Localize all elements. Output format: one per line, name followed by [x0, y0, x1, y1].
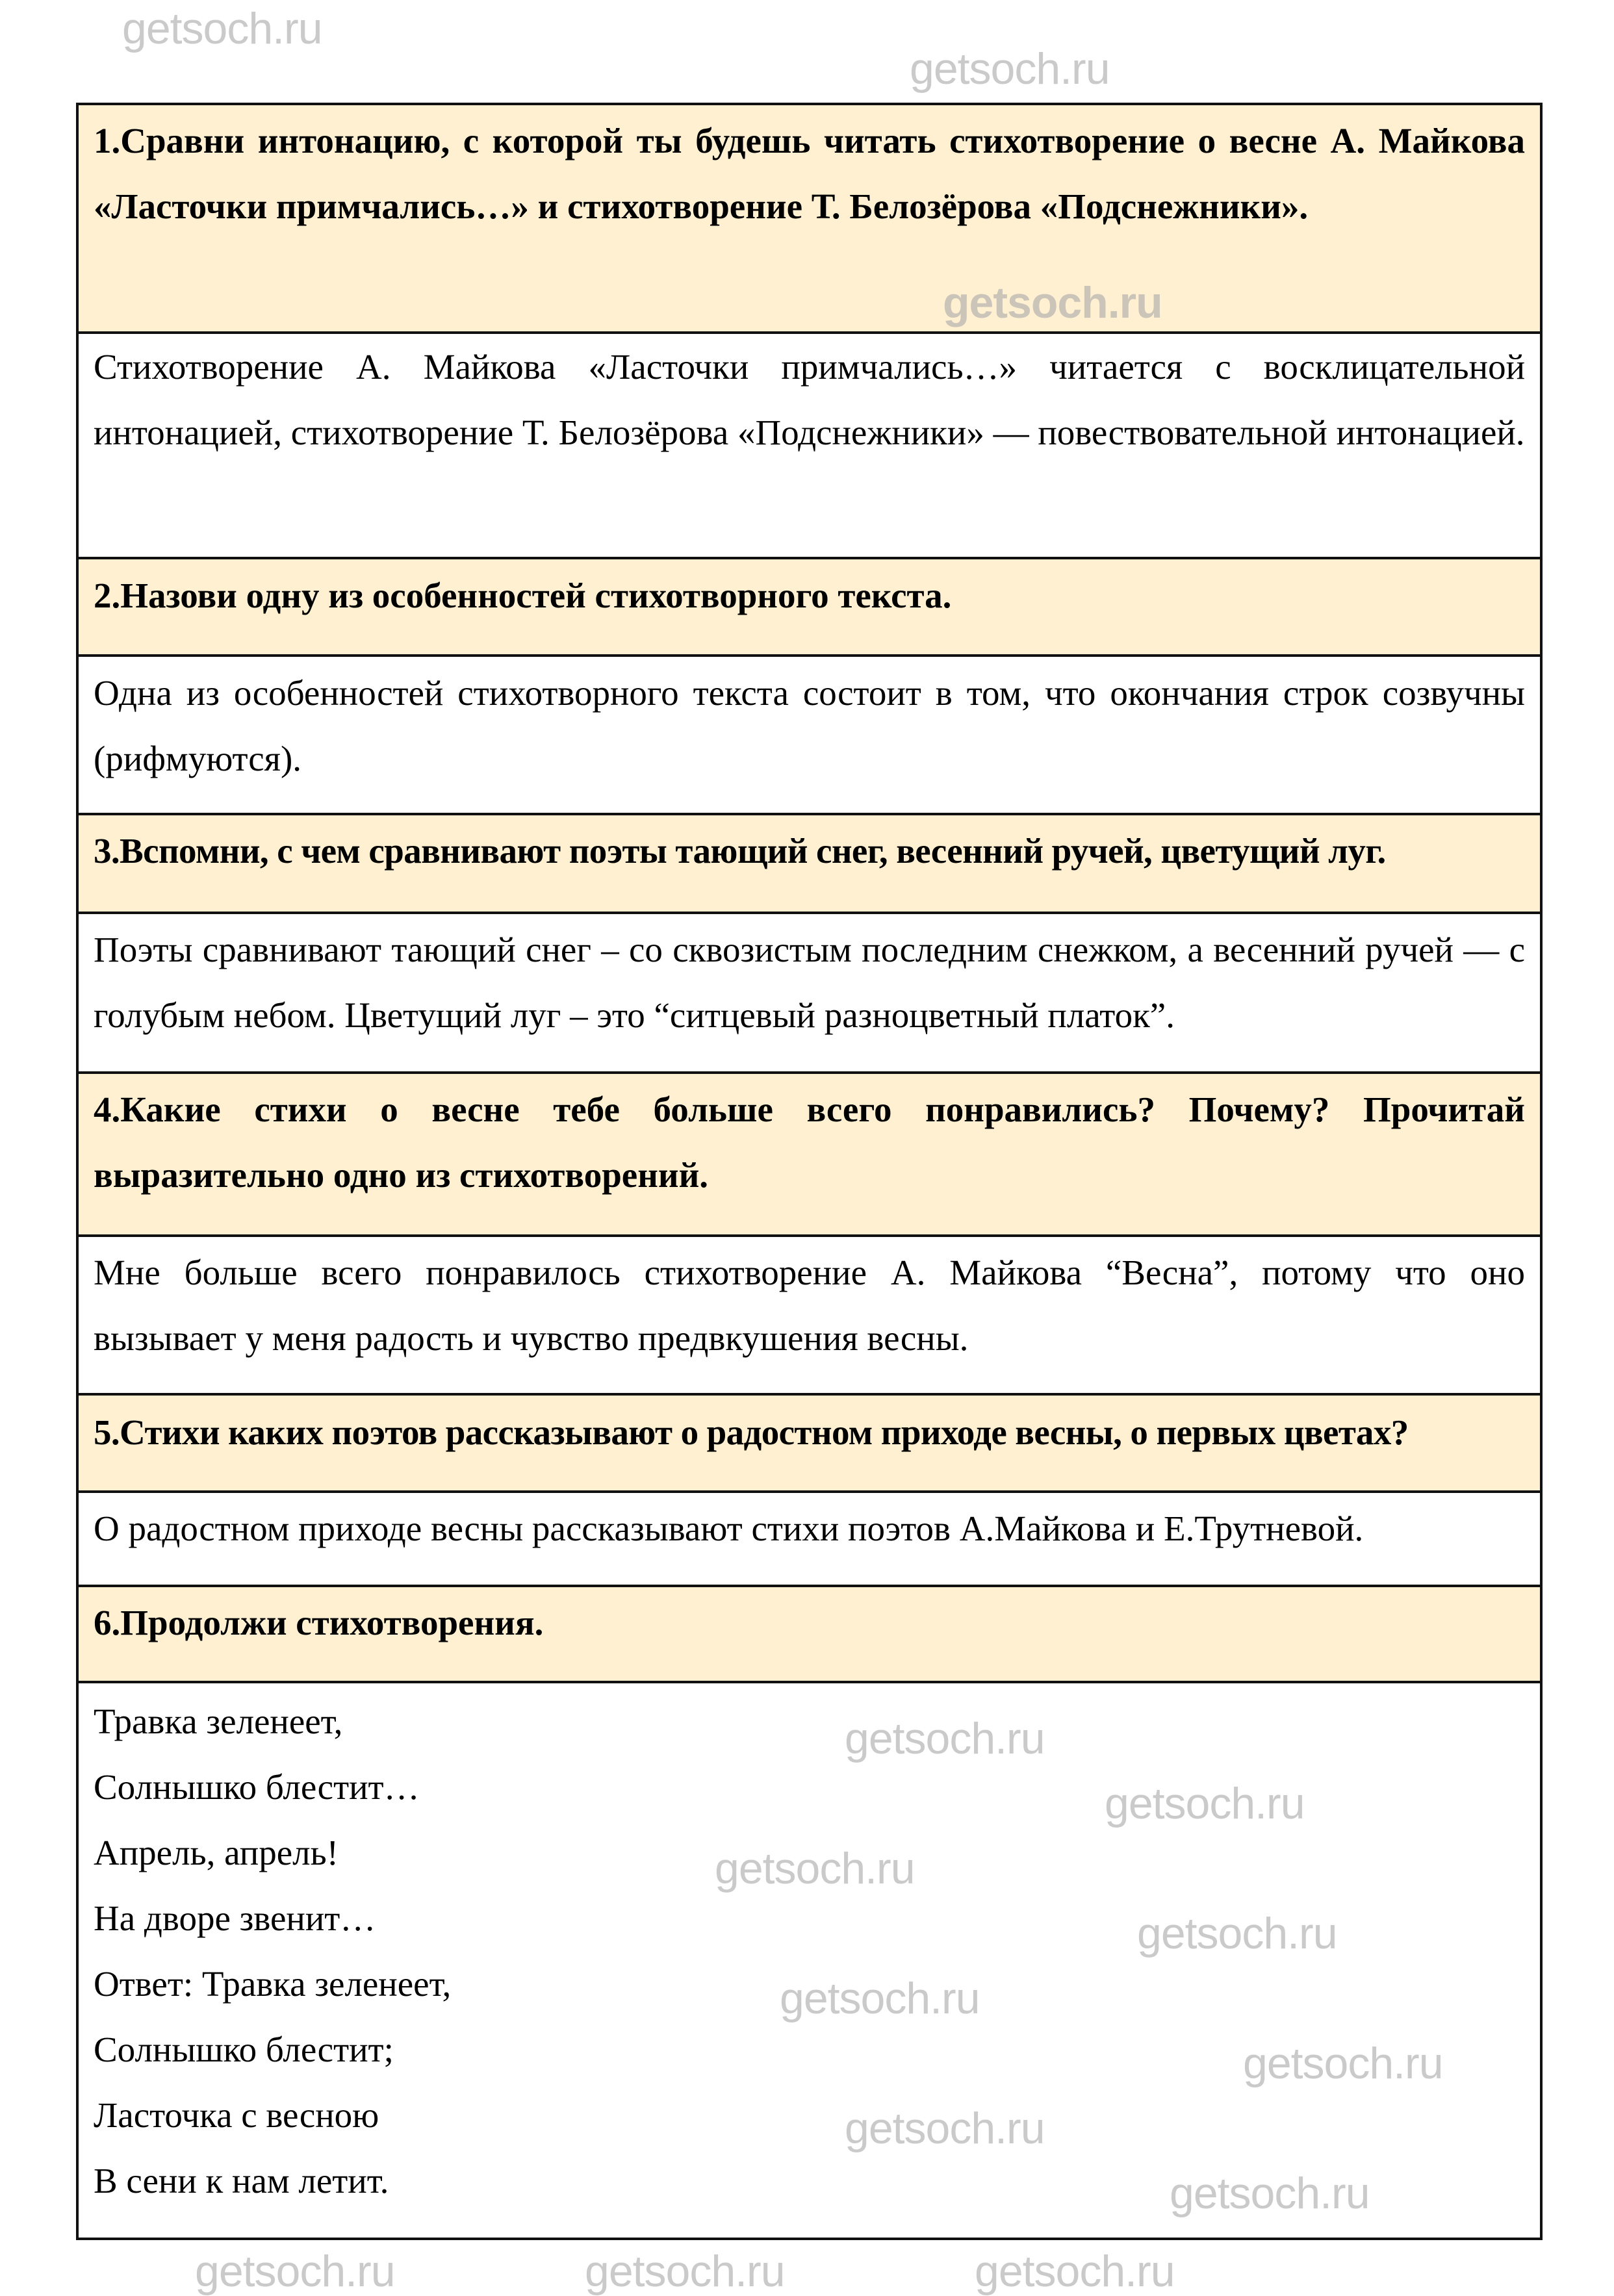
watermark: getsoch.ru	[845, 1714, 1045, 1763]
answer-3	[79, 914, 1540, 1074]
watermark: getsoch.ru	[585, 2247, 785, 2296]
answer-5-text: О радостном приходе весны рассказывают стихи поэтов А.Майкова и Е.Трутневой.	[94, 1509, 1364, 1548]
watermark: getsoch.ru	[1137, 1909, 1337, 1958]
watermark: getsoch.ru	[1170, 2169, 1370, 2218]
watermark: getsoch.ru	[195, 2247, 395, 2296]
question-2	[79, 559, 1540, 657]
question-3-text: 3.Вспомни, с чем сравнивают поэты тающий снег, весенний ручей, цветущий луг.	[94, 831, 1386, 871]
question-2-text: 2.Назови одну из особенностей стихотворного текста.	[94, 576, 952, 615]
poem-line: В сени к нам летит.	[94, 2161, 389, 2200]
question-1-text: 1.Сравни интонацию, с которой ты будешь читать стихотворение о весне А. Майкова «Ласточки примчались…» и стихотворение Т. Белозёрова «Подснежники».	[94, 121, 1525, 226]
poem-line: Ответ: Травка зеленеет,	[94, 1964, 452, 2004]
watermark: getsoch.ru	[780, 1974, 980, 2023]
watermark: getsoch.ru	[1243, 2039, 1443, 2088]
answer-3-text: Поэты сравнивают тающий снег – со сквозистым последним снежком, а весенний ручей — с голубым небом. Цветущий луг – это “ситцевый разноцветный платок”.	[94, 930, 1525, 1035]
watermark: getsoch.ru	[910, 44, 1110, 94]
answer-1-text: Стихотворение А. Майкова «Ласточки примчались…» читается с восклицательной интонацией, стихотворение Т. Белозёрова «Подснежники» — повествовательной интонацией.	[94, 347, 1525, 452]
question-4	[79, 1074, 1540, 1237]
question-6	[79, 1587, 1540, 1683]
question-3	[79, 815, 1540, 914]
answer-2	[79, 657, 1540, 815]
qa-table	[76, 103, 1543, 2240]
poem-line: Ласточка с весною	[94, 2095, 379, 2135]
poem-line: Травка зеленеет,	[94, 1702, 343, 1741]
answer-6	[79, 1683, 1540, 2238]
question-5	[79, 1396, 1540, 1493]
watermark: getsoch.ru	[715, 1844, 915, 1893]
poem-line: На дворе звенит…	[94, 1898, 376, 1938]
question-1	[79, 105, 1540, 334]
question-5-text: 5.Стихи каких поэтов рассказывают о радостном приходе весны, о первых цветах?	[94, 1412, 1409, 1452]
answer-1	[79, 334, 1540, 559]
watermark: getsoch.ru	[975, 2247, 1175, 2296]
watermark: getsoch.ru	[1105, 1779, 1305, 1828]
poem-line: Солнышко блестит…	[94, 1767, 420, 1807]
watermark: getsoch.ru	[943, 278, 1162, 327]
watermark: getsoch.ru	[845, 2104, 1045, 2153]
answer-2-text: Одна из особенностей стихотворного текста состоит в том, что окончания строк созвучны (рифмуются).	[94, 673, 1525, 778]
question-4-text: 4.Какие стихи о весне тебе больше всего понравились? Почему? Прочитай выразительно одно из стихотворений.	[94, 1090, 1525, 1195]
poem-line: Апрель, апрель!	[94, 1833, 339, 1872]
answer-4	[79, 1237, 1540, 1396]
watermark: getsoch.ru	[122, 4, 322, 53]
question-6-text: 6.Продолжи стихотворения.	[94, 1603, 544, 1642]
poem-line: Солнышко блестит;	[94, 2030, 394, 2069]
answer-4-text: Мне больше всего понравилось стихотворение А. Майкова “Весна”, потому что оно вызывает у меня радость и чувство предвкушения весны.	[94, 1253, 1525, 1358]
answer-5	[79, 1493, 1540, 1587]
